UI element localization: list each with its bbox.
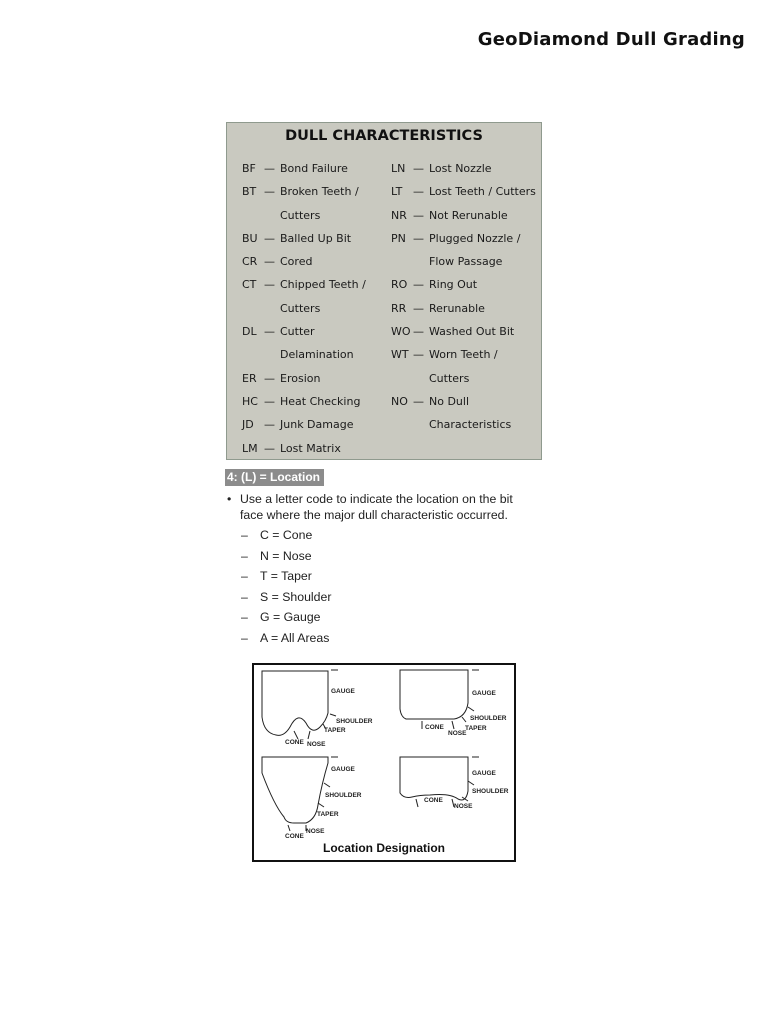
dull-code-entry	[242, 437, 366, 460]
dull-desc: Cutters	[280, 208, 321, 222]
dull-code-entry	[391, 180, 536, 203]
dull-code-entry	[242, 180, 366, 203]
dull-code-entry	[242, 297, 366, 320]
dull-desc: Cored	[280, 255, 313, 269]
dull-code: BU	[242, 231, 258, 245]
location-code-text: S = Shoulder	[260, 589, 332, 604]
location-code-item	[241, 630, 331, 651]
label-shoulder-1: SHOULDER	[336, 718, 373, 725]
dull-dash: —	[413, 325, 424, 339]
dull-code-entry	[242, 343, 366, 366]
list-dash: –	[241, 548, 248, 563]
dull-code-entry	[391, 250, 536, 273]
dull-code: NR	[391, 208, 407, 222]
figure-caption: Location Designation	[322, 841, 445, 855]
dull-dash: —	[264, 371, 275, 385]
location-code-item	[241, 589, 331, 610]
dull-codes-right-column	[391, 157, 536, 437]
bit-profile-4	[400, 757, 468, 800]
dull-desc: Junk Damage	[280, 418, 354, 432]
dull-desc: Worn Teeth /	[429, 348, 498, 362]
dull-code: BF	[242, 162, 256, 175]
dull-desc: Lost Nozzle	[429, 162, 492, 175]
dull-codes-left-column	[242, 157, 366, 460]
dull-desc: Washed Out Bit	[429, 325, 515, 339]
dull-code-entry	[242, 250, 366, 273]
label-shoulder-3: SHOULDER	[325, 792, 362, 799]
list-dash: –	[241, 589, 248, 604]
dull-code-entry	[242, 413, 366, 436]
dull-code: CT	[242, 278, 257, 292]
bit-profile-2	[400, 670, 468, 719]
dull-desc: Balled Up Bit	[280, 231, 352, 245]
dull-dash: —	[264, 394, 275, 408]
dull-desc: Not Rerunable	[429, 208, 508, 222]
dull-code-entry	[242, 390, 366, 413]
dull-code: LN	[391, 162, 406, 175]
dull-dash: —	[264, 255, 275, 269]
dull-desc: Flow Passage	[429, 255, 503, 269]
dull-desc: Heat Checking	[280, 394, 361, 408]
dull-desc: Lost Teeth / Cutters	[429, 185, 536, 199]
dull-desc: Erosion	[280, 371, 321, 385]
label-nose-3: NOSE	[306, 828, 325, 835]
dull-desc: Cutter	[280, 325, 315, 339]
dull-desc: Rerunable	[429, 301, 485, 315]
dull-code: WT	[391, 348, 409, 362]
location-code-text: T = Taper	[260, 569, 312, 584]
dull-code-entry	[242, 367, 366, 390]
label-shoulder-4: SHOULDER	[472, 788, 509, 795]
list-dash: –	[241, 610, 248, 625]
dull-dash: —	[413, 162, 424, 175]
dull-code-entry	[242, 320, 366, 343]
location-code-item	[241, 527, 331, 548]
label-gauge-4: GAUGE	[472, 770, 496, 777]
label-nose-1: NOSE	[307, 741, 326, 748]
dull-code-entry	[391, 367, 536, 390]
dull-desc: Lost Matrix	[280, 441, 341, 455]
location-code-text: A = All Areas	[260, 630, 330, 645]
dull-desc: Cutters	[429, 371, 470, 385]
dull-dash: —	[264, 441, 275, 455]
dull-desc: Cutters	[280, 301, 321, 315]
dull-dash: —	[413, 231, 424, 245]
dull-code-entry	[242, 227, 366, 250]
location-code-item	[241, 548, 331, 569]
location-designation-figure	[252, 663, 516, 862]
location-code-text: N = Nose	[260, 548, 312, 563]
dull-desc: No Dull	[429, 394, 470, 408]
dull-code: ER	[242, 371, 257, 385]
dull-dash: —	[413, 208, 424, 222]
label-cone-1: CONE	[285, 739, 304, 746]
dull-code: NO	[391, 394, 408, 408]
dull-code: JD	[242, 418, 254, 432]
location-code-item	[241, 568, 331, 589]
dull-code-entry	[242, 157, 366, 180]
dull-code-entry	[242, 273, 366, 296]
dull-dash: —	[264, 325, 275, 339]
dull-code-entry	[391, 390, 536, 413]
dull-code: DL	[242, 325, 257, 339]
dull-desc: Chipped Teeth /	[280, 278, 366, 292]
location-bullet-text: Use a letter code to indicate the location on the bit face where the major dull characteristic occurred.	[240, 492, 513, 522]
list-dash: –	[241, 630, 248, 645]
dull-code: BT	[242, 185, 257, 199]
location-code-list	[241, 527, 331, 651]
dull-code-entry	[391, 297, 536, 320]
dull-code-entry	[391, 227, 536, 250]
dull-code: CR	[242, 255, 258, 269]
dull-dash: —	[264, 278, 275, 292]
dull-dash: —	[264, 231, 275, 245]
dull-desc: Delamination	[280, 348, 354, 362]
dull-desc: Bond Failure	[280, 162, 348, 175]
dull-desc: Plugged Nozzle /	[429, 231, 521, 245]
label-cone-2: CONE	[425, 724, 444, 731]
dull-code-entry	[391, 343, 536, 366]
dull-code-entry	[242, 204, 366, 227]
dull-code: RR	[391, 301, 407, 315]
list-dash: –	[241, 528, 248, 542]
dull-code-entry	[391, 413, 536, 436]
dull-code: WO	[391, 325, 411, 339]
label-cone-4: CONE	[424, 797, 443, 804]
dull-code: PN	[391, 231, 406, 245]
dull-code: LM	[242, 441, 258, 455]
label-cone-3: CONE	[285, 833, 304, 840]
location-code-text: G = Gauge	[260, 610, 321, 625]
label-taper-3: TAPER	[317, 811, 339, 818]
label-taper-1: TAPER	[324, 727, 346, 734]
dull-code-entry	[391, 320, 536, 343]
dull-code: HC	[242, 394, 258, 408]
dull-dash: —	[413, 394, 424, 408]
label-nose-2: NOSE	[448, 730, 467, 737]
dull-code: LT	[391, 185, 403, 199]
page-title: GeoDiamond Dull Grading	[477, 29, 745, 50]
list-dash: –	[241, 569, 248, 584]
dull-desc: Characteristics	[429, 418, 512, 432]
dull-dash: —	[413, 348, 424, 362]
dull-code-entry	[391, 273, 536, 296]
bit-profile-1	[262, 671, 328, 735]
dull-characteristics-panel	[226, 122, 542, 460]
dull-dash: —	[413, 278, 424, 292]
location-code-item	[241, 609, 331, 630]
dull-code: RO	[391, 278, 408, 292]
dull-characteristics-title: DULL CHARACTERISTICS	[285, 128, 483, 144]
dull-dash: —	[264, 418, 275, 432]
dull-dash: —	[413, 185, 424, 199]
label-gauge-3: GAUGE	[331, 766, 355, 773]
dull-dash: —	[264, 162, 275, 175]
location-section-heading: 4: (L) = Location	[225, 469, 324, 486]
dull-desc: Ring Out	[429, 278, 478, 292]
bit-profiles-diagram	[254, 665, 514, 860]
bullet-mark: •	[227, 492, 232, 506]
dull-dash: —	[413, 301, 424, 315]
location-code-text: C = Cone	[260, 528, 313, 542]
dull-desc: Broken Teeth /	[280, 185, 359, 199]
label-gauge-2: GAUGE	[472, 690, 496, 697]
dull-code-entry	[391, 204, 536, 227]
label-shoulder-2: SHOULDER	[470, 715, 507, 722]
label-taper-2: TAPER	[465, 725, 487, 732]
label-nose-4: NOSE	[454, 803, 473, 810]
dull-dash: —	[264, 185, 275, 199]
dull-code-entry	[391, 157, 536, 180]
label-gauge-1: GAUGE	[331, 688, 355, 695]
